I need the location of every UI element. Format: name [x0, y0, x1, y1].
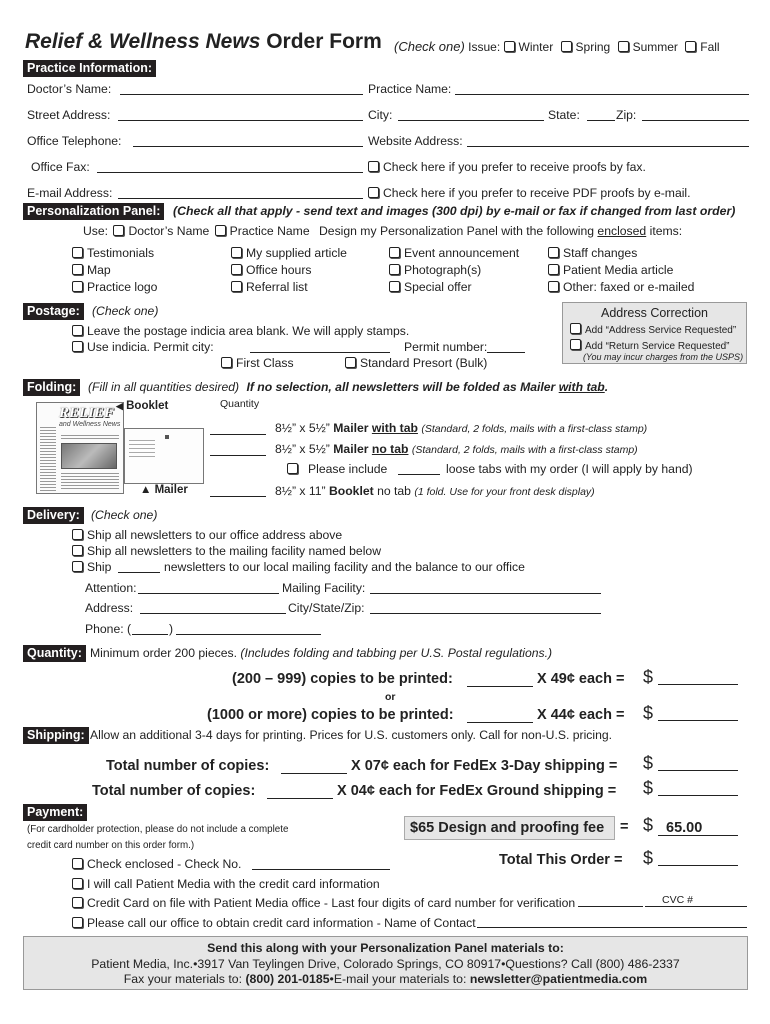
will-call-checkbox[interactable] [72, 878, 83, 889]
city-state-zip-label: City/State/Zip: [288, 601, 365, 615]
hours-checkbox[interactable] [231, 264, 242, 275]
fedex3-price: X 07¢ each for FedEx 3-Day shipping = [351, 758, 618, 774]
tier-or: or [385, 691, 396, 703]
on-file-text: Credit Card on file with Patient Media office - Last four digits of card number for verification [87, 896, 576, 910]
fold-1-note: (Standard, 2 folds, mails with a first-class stamp) [421, 423, 648, 435]
use-practice-name-checkbox[interactable] [215, 225, 226, 236]
folding-header: Folding: [23, 379, 80, 396]
please-call-option[interactable] [72, 916, 476, 930]
season-summer: Summer [632, 40, 678, 54]
design-fee-line [658, 835, 738, 836]
item-testimonials[interactable] [72, 246, 154, 260]
booklet-arrow-icon: ◀ [116, 401, 123, 411]
hours-label: Office hours [246, 263, 312, 277]
fold-2-bold: Mailer [333, 442, 369, 456]
postage-use-indicia[interactable] [72, 340, 214, 354]
permit-number-label: Permit number: [404, 340, 488, 354]
item-referral[interactable] [231, 280, 308, 294]
delivery-check-one: (Check one) [91, 508, 158, 522]
telephone-field[interactable] [133, 146, 363, 147]
address-correction-box [562, 302, 747, 364]
fold-qty-2[interactable] [210, 455, 266, 456]
delivery-1-text: Ship all newsletters to our office address above [87, 528, 343, 542]
folding-note-bold-post: . [604, 380, 609, 394]
permit-number-field[interactable] [487, 352, 525, 353]
cvc-field[interactable] [645, 906, 747, 907]
tier1-dollar: $ [643, 667, 654, 687]
fall-checkbox[interactable] [685, 41, 696, 52]
website-field[interactable] [467, 146, 749, 147]
correction-option-2[interactable] [570, 339, 730, 352]
personalization-header: Personalization Panel: [23, 203, 164, 220]
quantity-note [90, 646, 552, 660]
correction-2-text: Add “Return Service Requested” [585, 341, 730, 352]
city-state-zip-field[interactable] [370, 613, 601, 614]
design-fee-box [404, 816, 615, 840]
design-fee-label: $65 Design and proofing fee [410, 820, 605, 836]
doctors-name-field[interactable] [120, 94, 363, 95]
fedex3-qty-field[interactable] [281, 773, 347, 774]
footer-line-1: Send this along with your Personalization Panel materials to: [207, 941, 564, 955]
tier2-total-field[interactable] [658, 720, 738, 721]
map-checkbox[interactable] [72, 264, 83, 275]
footer-email-label: •E-mail your materials to: [329, 972, 467, 986]
design-pre: Design my Personalization Panel with the following [318, 224, 595, 238]
design-fee-equals: = [620, 819, 629, 835]
photos-checkbox[interactable] [389, 264, 400, 275]
website-label: Website Address: [368, 134, 463, 148]
fold-2-size: 8½” x 5½” [275, 442, 330, 456]
attention-label: Attention: [85, 581, 137, 595]
pm-article-checkbox[interactable] [548, 264, 559, 275]
doctors-name-label: Doctor’s Name: [27, 82, 112, 96]
street-label: Street Address: [27, 108, 111, 122]
design-text [319, 224, 682, 238]
postage-first-class[interactable] [221, 356, 294, 370]
street-field[interactable] [118, 120, 363, 121]
mailer-label: ▲ Mailer [140, 484, 188, 496]
check-enclosed-option[interactable] [72, 857, 241, 871]
mailing-facility-field[interactable] [370, 593, 601, 594]
title-main: Relief & Wellness News [25, 30, 261, 53]
use-doctors-name-checkbox[interactable] [113, 225, 124, 236]
event-checkbox[interactable] [389, 247, 400, 258]
permit-city-field[interactable] [250, 352, 390, 353]
special-checkbox[interactable] [389, 281, 400, 292]
delivery-header: Delivery: [23, 507, 84, 524]
folding-note-italic: (Fill in all quantities desired) [88, 380, 240, 394]
fold-option-2 [275, 442, 638, 456]
staff-label: Staff changes [563, 246, 638, 260]
item-other[interactable] [548, 280, 694, 294]
please-call-checkbox[interactable] [72, 917, 83, 928]
other-label: Other: faxed or e-mailed [563, 280, 695, 294]
fedex3-label: Total number of copies: [106, 758, 270, 774]
delivery-1-checkbox[interactable] [72, 529, 83, 540]
check-enclosed-text: Check enclosed - Check No. [87, 857, 242, 871]
attention-field[interactable] [138, 593, 279, 594]
folding-note-bold-pre: If no selection, all newsletters will be folded as Mailer [246, 380, 556, 394]
staff-checkbox[interactable] [548, 247, 559, 258]
fax-proofs-option[interactable] [368, 160, 646, 174]
delivery-2-text: Ship all newsletters to the mailing facility named below [87, 544, 381, 558]
use-indicia-checkbox[interactable] [72, 341, 83, 352]
booklet-text: Booklet [126, 400, 169, 412]
item-supplied-article[interactable] [231, 246, 347, 260]
thumb-column-text [61, 433, 119, 441]
please-call-text: Please call our office to obtain credit card information - Name of Contact [87, 916, 476, 930]
practice-name-label: Practice Name: [368, 82, 452, 96]
delivery-3-post: newsletters to our local mailing facility and the balance to our office [164, 560, 525, 574]
fold-4-size: 8½” x 11” [275, 484, 326, 498]
delivery-address-field[interactable] [140, 613, 286, 614]
thumb-photo [61, 443, 117, 469]
fold-3-pre: Please include [308, 462, 388, 476]
email-proofs-text: Check here if you prefer to receive PDF proofs by e-mail. [383, 186, 691, 200]
correction-title: Address Correction [601, 306, 708, 320]
correction-1-text: Add “Address Service Requested” [585, 325, 737, 336]
quantity-header: Quantity: [23, 645, 86, 662]
folding-note [88, 380, 608, 394]
contact-name-field[interactable] [477, 927, 747, 928]
season-winter: Winter [518, 40, 554, 54]
season-spring: Spring [575, 40, 611, 54]
practice-name-field[interactable] [455, 94, 749, 95]
state-label: State: [548, 108, 580, 122]
fold-qty-1[interactable] [210, 434, 266, 435]
phone-number-field[interactable] [176, 634, 321, 635]
check-enclosed-checkbox[interactable] [72, 858, 83, 869]
design-fee-amount: 65.00 [666, 820, 703, 836]
thumb-title: RELIEF [59, 405, 115, 421]
shipping-header: Shipping: [23, 727, 89, 744]
correction-note: (You may incur charges from the USPS) [583, 352, 744, 362]
booklet-thumbnail [36, 402, 124, 494]
footer-fax-label: Fax your materials to: [123, 972, 243, 986]
on-file-option[interactable] [72, 896, 575, 910]
fold-option-4 [275, 484, 595, 498]
total-order-label: Total This Order = [499, 852, 623, 868]
footer-line-2: Patient Media, Inc.•3917 Van Teylingen Drive, Colorado Springs, CO 80917•Questions? Call (800) 486-2337 [91, 957, 680, 971]
thumb-subtitle: and Wellness News [59, 421, 121, 428]
item-staff[interactable] [548, 246, 637, 260]
mailing-facility-label: Mailing Facility: [282, 581, 366, 595]
summer-checkbox[interactable] [618, 41, 629, 52]
telephone-label: Office Telephone: [27, 134, 122, 148]
special-label: Special offer [404, 280, 472, 294]
fold-3-post: loose tabs with my order (I will apply by hand) [446, 462, 693, 476]
fax-field[interactable] [97, 172, 363, 173]
footer-line-3 [24, 972, 747, 986]
tier1-total-field[interactable] [658, 684, 738, 685]
item-special[interactable] [389, 280, 472, 294]
photos-label: Photograph(s) [404, 263, 482, 277]
item-pm-article[interactable] [548, 263, 673, 277]
footer-box [23, 936, 748, 990]
delivery-3-checkbox[interactable] [72, 561, 83, 572]
standard-presort-text: Standard Presort (Bulk) [360, 356, 488, 370]
issue-selector [394, 39, 720, 54]
email-field[interactable] [118, 198, 363, 199]
delivery-option-3[interactable] [72, 560, 111, 574]
mailer-return-lines [129, 437, 155, 457]
fold-option-1 [275, 421, 647, 435]
fold-1-bold: Mailer [333, 421, 369, 435]
fedex3-total-field[interactable] [658, 770, 738, 771]
delivery-ship-qty[interactable] [118, 572, 160, 573]
quantity-min: Minimum order 200 pieces. [90, 646, 237, 660]
fax-proofs-checkbox[interactable] [368, 161, 379, 172]
spring-checkbox[interactable] [561, 41, 572, 52]
footer-fax-number: (800) 201-0185 [245, 972, 330, 986]
payment-protect-1: (For cardholder protection, please do not include a complete [27, 824, 289, 835]
email-label: E-mail Address: [27, 186, 113, 200]
tier1-qty-field[interactable] [467, 686, 533, 687]
issue-label: Issue: [468, 40, 501, 54]
ground-price: X 04¢ each for FedEx Ground shipping = [337, 783, 617, 799]
cvc-label: CVC # [662, 894, 693, 906]
design-fee-dollar: $ [643, 815, 654, 835]
fold-2-u: no tab [371, 442, 409, 456]
total-order-field[interactable] [658, 865, 738, 866]
loose-tabs-qty[interactable] [398, 474, 440, 475]
postage-standard-presort[interactable] [345, 356, 487, 370]
issue-check-one: (Check one) [394, 39, 465, 54]
referral-checkbox[interactable] [231, 281, 242, 292]
item-map[interactable] [72, 263, 111, 277]
supplied-article-checkbox[interactable] [231, 247, 242, 258]
postage-leave-blank[interactable] [72, 324, 409, 338]
postage-header: Postage: [23, 303, 84, 320]
fold-2-note: (Standard, 2 folds, mails with a first-class stamp) [411, 444, 638, 456]
first-class-text: First Class [236, 356, 294, 370]
personalization-note: (Check all that apply - send text and images (300 dpi) by e-mail or fax if changed from last order) [173, 204, 736, 218]
on-file-checkbox[interactable] [72, 897, 83, 908]
fold-4-note: (1 fold. Use for your front desk display) [414, 486, 595, 498]
state-field[interactable] [587, 120, 615, 121]
design-enclosed: enclosed [597, 224, 647, 238]
form-title [25, 30, 382, 54]
leave-blank-text: Leave the postage indicia area blank. We will apply stamps. [87, 324, 410, 338]
delivery-2-checkbox[interactable] [72, 545, 83, 556]
referral-label: Referral list [246, 280, 308, 294]
fedex3-dollar: $ [643, 753, 654, 773]
phone-area-field[interactable] [132, 634, 168, 635]
tier2-label: (1000 or more) copies to be printed: [207, 707, 454, 723]
ground-label: Total number of copies: [92, 783, 256, 799]
thumb-column-left [40, 425, 56, 491]
tier1-price: X 49¢ each = [537, 671, 625, 687]
city-field[interactable] [398, 120, 544, 121]
folding-note-bold-u: with tab [558, 380, 605, 394]
zip-field[interactable] [642, 120, 749, 121]
use-indicia-text: Use indicia. Permit city: [87, 340, 214, 354]
delivery-3-pre: Ship [87, 560, 112, 574]
leave-blank-checkbox[interactable] [72, 325, 83, 336]
correction-option-1[interactable] [570, 323, 736, 336]
postage-check-one: (Check one) [92, 304, 159, 318]
pm-article-label: Patient Media article [563, 263, 674, 277]
fold-4-bold: Booklet [328, 484, 374, 498]
delivery-option-1[interactable] [72, 528, 342, 542]
ground-dollar: $ [643, 778, 654, 798]
testimonials-checkbox[interactable] [72, 247, 83, 258]
fold-option-3[interactable] [287, 462, 387, 476]
check-number-field[interactable] [252, 869, 390, 870]
map-label: Map [87, 263, 111, 277]
use-practice-name: Practice Name [229, 224, 310, 238]
item-logo[interactable] [72, 280, 157, 294]
folding-note-bold [246, 380, 608, 394]
event-label: Event announcement [404, 246, 520, 260]
fax-proofs-text: Check here if you prefer to receive proofs by fax. [383, 160, 646, 174]
supplied-article-label: My supplied article [246, 246, 347, 260]
fold-qty-4[interactable] [210, 496, 266, 497]
personalization-use-row [83, 224, 682, 238]
shipping-note: Allow an additional 3-4 days for printing. Prices for U.S. customers only. Call for non-U.S. pricing. [90, 728, 613, 742]
correction-1-checkbox[interactable] [570, 323, 581, 334]
fax-label: Office Fax: [31, 160, 90, 174]
payment-header: Payment: [23, 804, 87, 821]
item-hours[interactable] [231, 263, 311, 277]
delivery-option-2[interactable] [72, 544, 381, 558]
fold-1-u: with tab [371, 421, 418, 435]
will-call-text: I will call Patient Media with the credit card information [87, 877, 380, 891]
mailer-thumbnail [124, 428, 204, 484]
design-post: items: [649, 224, 683, 238]
last-four-field[interactable] [578, 906, 643, 907]
email-proofs-option[interactable] [368, 186, 691, 200]
other-checkbox[interactable] [548, 281, 559, 292]
tier2-dollar: $ [643, 703, 654, 723]
delivery-address-label: Address: [85, 601, 134, 615]
ground-qty-field[interactable] [267, 798, 333, 799]
quantity-col-label: Quantity [220, 398, 260, 410]
email-proofs-checkbox[interactable] [368, 187, 379, 198]
title-form: Order Form [266, 30, 382, 53]
logo-label: Practice logo [87, 280, 158, 294]
phone-label: Phone: ( [85, 622, 132, 636]
fold-4-text: no tab [377, 484, 411, 498]
city-label: City: [368, 108, 393, 122]
quantity-min-note: (Includes folding and tabbing per U.S. Postal regulations.) [240, 646, 553, 660]
footer-email[interactable]: newsletter@patientmedia.com [469, 972, 648, 986]
item-event[interactable] [389, 246, 519, 260]
use-label: Use: [83, 224, 109, 238]
thumb-column-bottom [61, 471, 119, 491]
ground-total-field[interactable] [658, 795, 738, 796]
testimonials-label: Testimonials [87, 246, 155, 260]
first-class-checkbox[interactable] [221, 357, 232, 368]
tier2-price: X 44¢ each = [537, 707, 625, 723]
loose-tabs-checkbox[interactable] [287, 463, 298, 474]
tier2-qty-field[interactable] [467, 722, 533, 723]
logo-checkbox[interactable] [72, 281, 83, 292]
will-call-option[interactable] [72, 877, 380, 891]
use-doctors-name: Doctor’s Name [128, 224, 210, 238]
practice-info-header: Practice Information: [23, 60, 156, 77]
mailer-stamp [165, 435, 169, 439]
item-photos[interactable] [389, 263, 481, 277]
phone-close: ) [169, 622, 174, 636]
total-order-dollar: $ [643, 848, 654, 868]
booklet-label [116, 400, 168, 412]
season-fall: Fall [700, 40, 720, 54]
payment-protect-2: credit card number on this order form.) [27, 840, 195, 851]
zip-label: Zip: [616, 108, 637, 122]
tier1-label: (200 – 999) copies to be printed: [232, 671, 453, 687]
winter-checkbox[interactable] [504, 41, 515, 52]
fold-1-size: 8½” x 5½” [275, 421, 330, 435]
standard-presort-checkbox[interactable] [345, 357, 356, 368]
correction-2-checkbox[interactable] [570, 339, 581, 350]
